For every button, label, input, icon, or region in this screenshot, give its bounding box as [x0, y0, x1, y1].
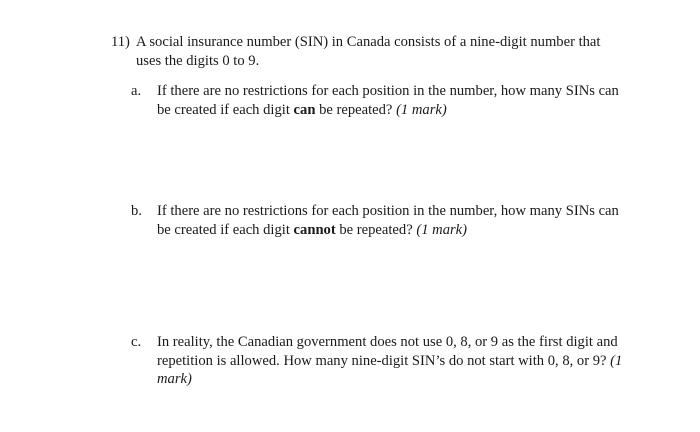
- part-c: [131, 333, 631, 389]
- part-b: [131, 202, 631, 239]
- part-a-text-after: be repeated?: [315, 101, 397, 118]
- part-a-emphasis: can: [293, 101, 316, 118]
- part-b-marks: (1 mark): [416, 221, 468, 238]
- question-stem: [111, 33, 631, 70]
- question-text: A social insurance number (SIN) in Canada consists of a nine-digit number that uses the digits 0 to 9.: [136, 34, 601, 69]
- part-b-text-after: be repeated?: [335, 221, 417, 238]
- part-c-body: In reality, the Canadian government does not use 0, 8, or 9 as the first digit and repetition is allowed. How many nine-digit SIN’s do not start with 0, 8, or 9?: [157, 334, 618, 369]
- part-a: [131, 82, 631, 119]
- part-c-letter: c.: [131, 334, 142, 350]
- part-c-marks: (1 mark): [157, 352, 623, 387]
- part-b-emphasis: cannot: [293, 221, 336, 238]
- part-a-marks: (1 mark): [396, 101, 447, 118]
- part-c-text: [157, 333, 627, 389]
- part-b-text: [157, 202, 627, 239]
- part-b-letter: b.: [131, 203, 142, 219]
- question-number: 11): [111, 34, 130, 50]
- part-a-text-before: If there are no restrictions for each position in the number, how many SINs can be created if each digit: [157, 83, 619, 118]
- part-a-letter: a.: [131, 83, 142, 99]
- question-11: [111, 33, 631, 70]
- part-a-text: [157, 82, 627, 119]
- part-b-text-before: If there are no restrictions for each position in the number, how many SINs can be created if each digit: [157, 203, 619, 238]
